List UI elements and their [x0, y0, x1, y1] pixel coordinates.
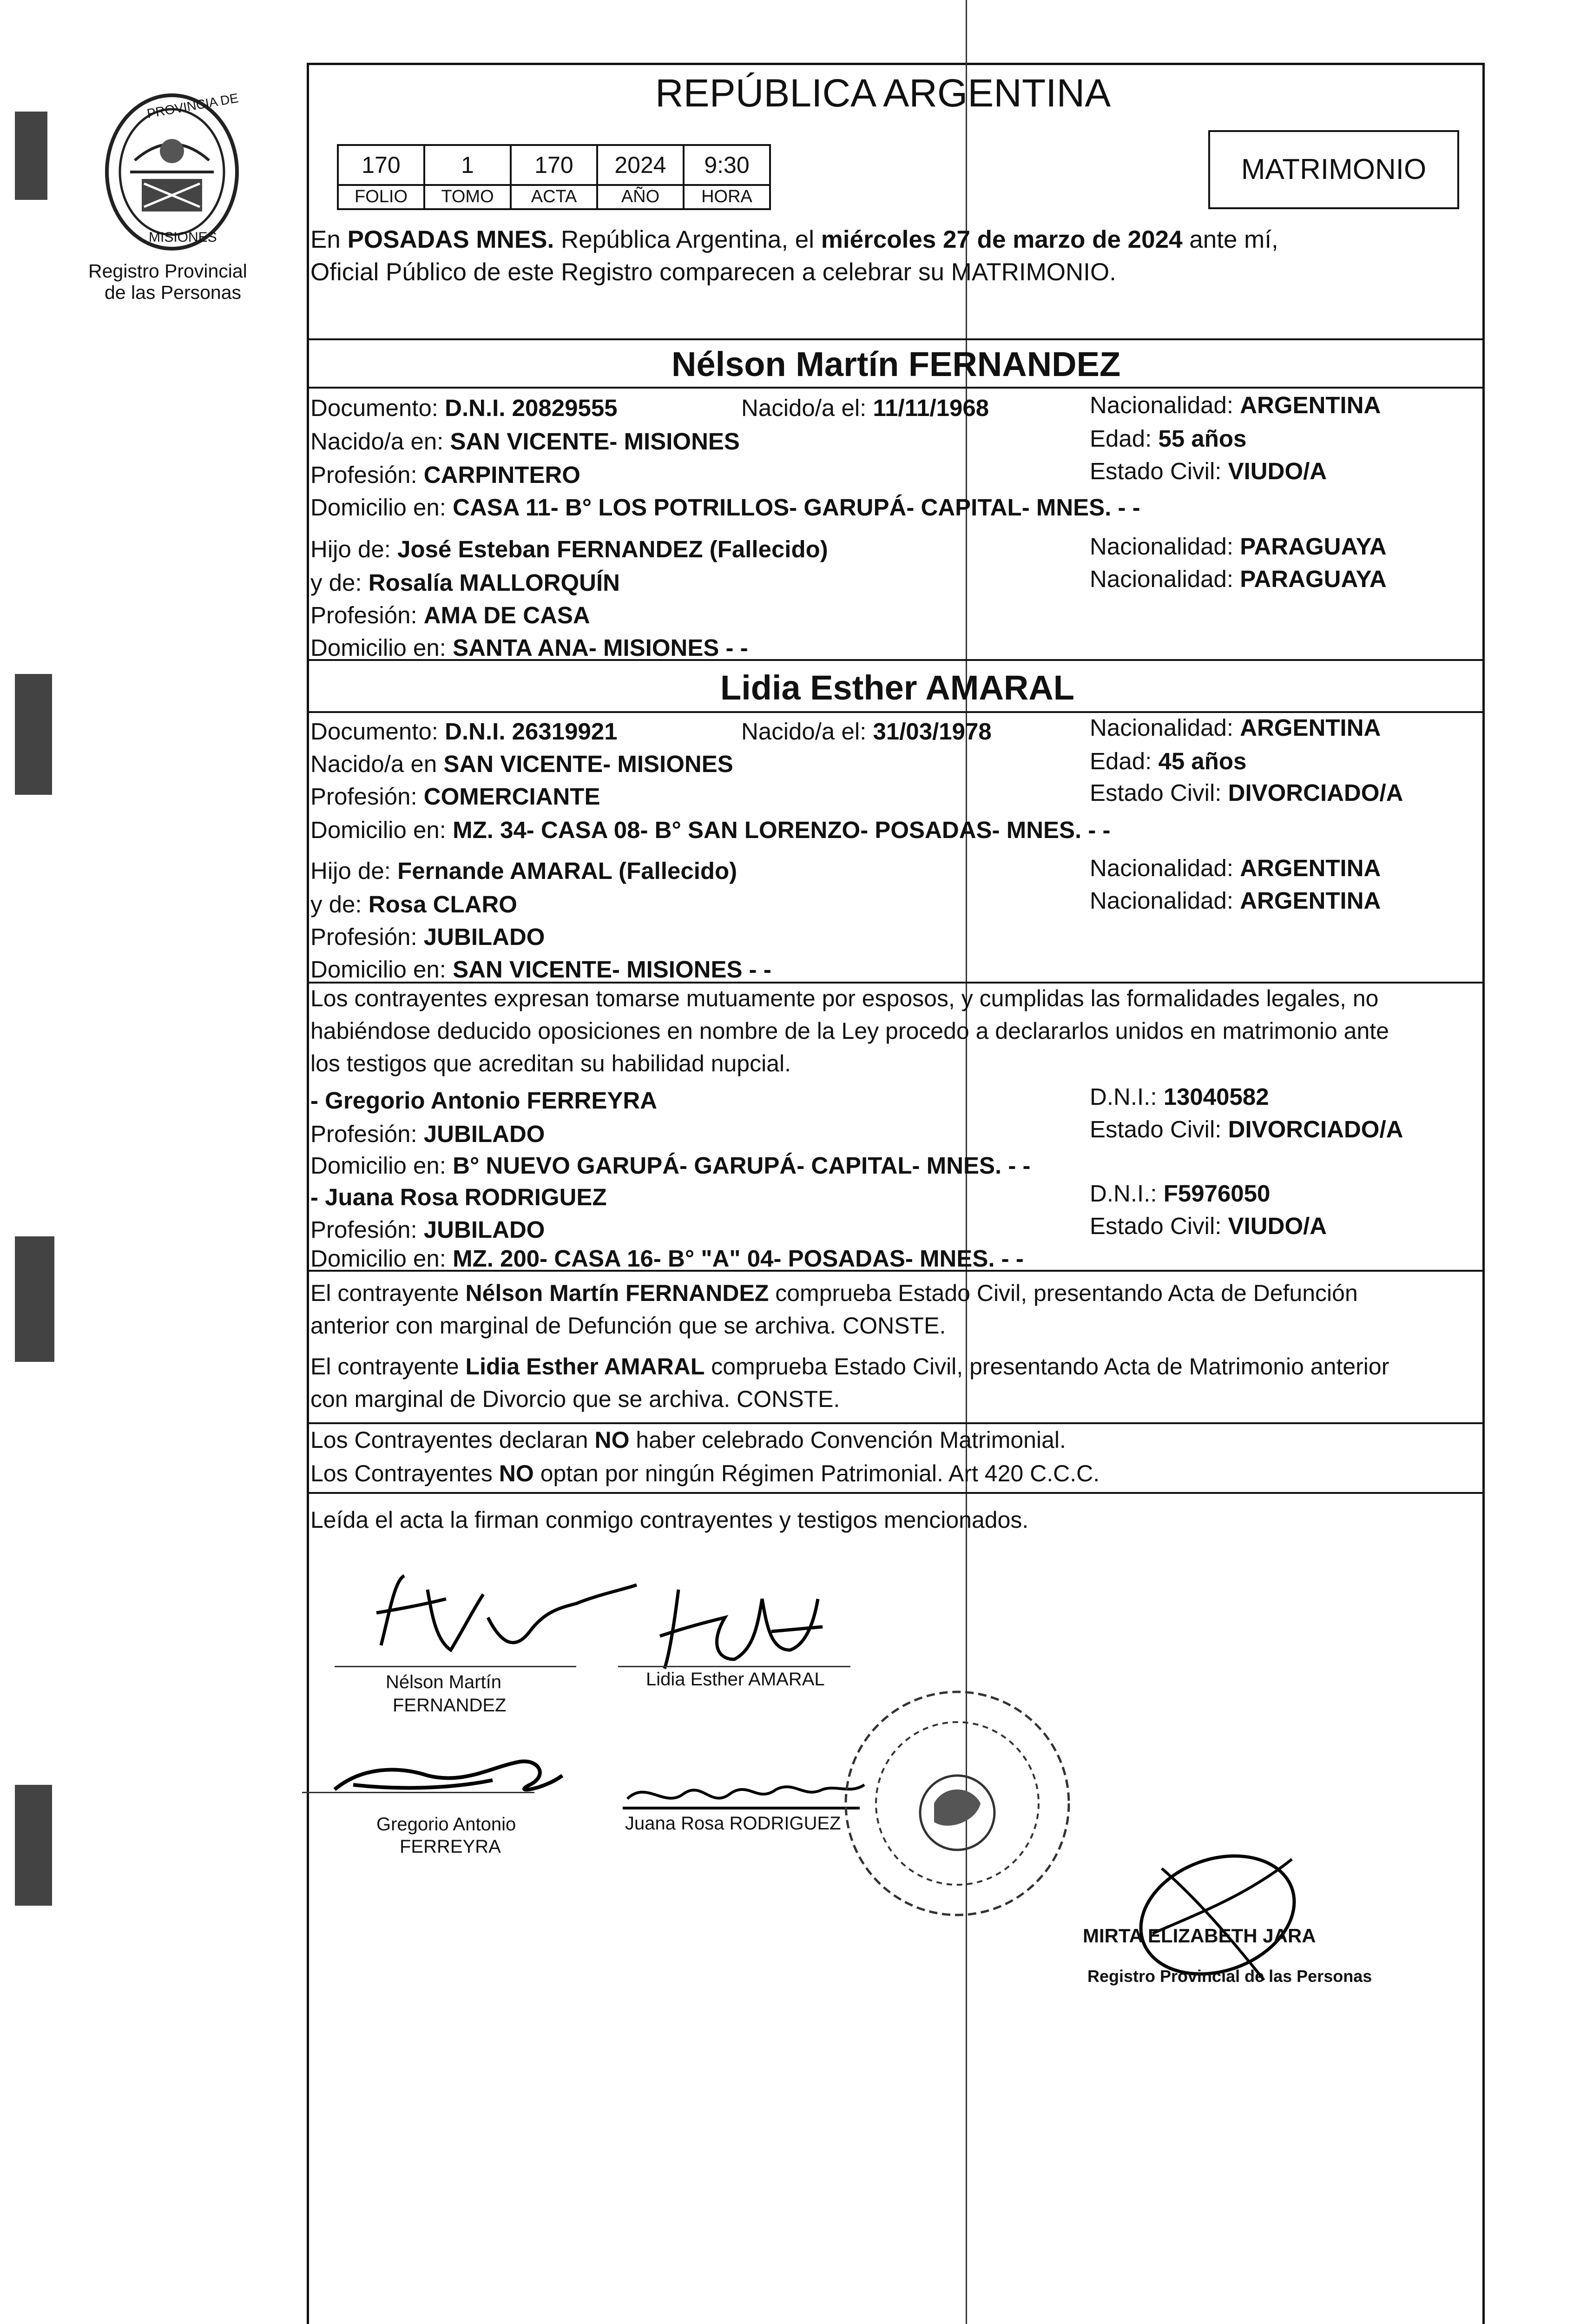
scan-mark [15, 112, 47, 200]
scan-mark [15, 1236, 54, 1362]
spouse2-mother-nationality: Nacionalidad: ARGENTINA [1090, 887, 1381, 914]
note2-line1: El contrayente Lidia Esther AMARAL comprueba Estado Civil, presentando Acta de Matrimonio anterior [310, 1353, 1389, 1380]
spouse2-civil-status: Estado Civil: DIVORCIADO/A [1090, 779, 1403, 806]
spouse1-mother: y de: Rosalía MALLORQUÍN [310, 569, 620, 596]
witness2-profession: Profesión: JUBILADO [310, 1216, 545, 1243]
spouse2-father: Hijo de: Fernande AMARAL (Fallecido) [310, 858, 737, 884]
spouse2-father-nationality: Nacionalidad: ARGENTINA [1090, 855, 1381, 881]
declaration-line1: Los contrayentes expresan tomarse mutuamente por esposos, y cumplidas las formalidades legales, no [310, 985, 1379, 1011]
signature-spouse2-label: Lidia Esther AMARAL [646, 1669, 825, 1690]
seal-bottom-text: MISIONES [149, 230, 217, 245]
witness1-dni: D.N.I.: 13040582 [1090, 1083, 1269, 1110]
spouse1-mother-nationality: Nacionalidad: PARAGUAYA [1090, 566, 1387, 592]
signature-line [335, 1666, 576, 1667]
signature-spouse2 [651, 1571, 827, 1673]
official-stamp [836, 1683, 1078, 1924]
intro-line1: En POSADAS MNES. República Argentina, el miércoles 27 de marzo de 2024 ante mí, [310, 226, 1278, 253]
spouse1-profession: Profesión: CARPINTERO [310, 462, 580, 488]
spouse1-father: Hijo de: José Esteban FERNANDEZ (Fallecido) [310, 536, 828, 562]
spouse2-name: Lidia Esther AMARAL [720, 668, 1074, 707]
intro-line2: Oficial Público de este Registro comparecen a celebrar su MATRIMONIO. [310, 258, 1116, 286]
registry-name-line2: de las Personas [105, 282, 242, 303]
divider [307, 387, 1485, 389]
spouse1-age: Edad: 55 años [1090, 425, 1247, 452]
witness2-name: - Juana Rosa RODRIGUEZ [310, 1184, 607, 1210]
hora-label: HORA [683, 184, 771, 210]
spouse1-parent-address: Domicilio en: SANTA ANA- MISIONES - - [310, 634, 748, 661]
signature-spouse1-label-line2: FERNANDEZ [393, 1695, 507, 1716]
signature-line [302, 1792, 534, 1793]
declaration-line3: los testigos que acreditan su habilidad nupcial. [310, 1050, 791, 1076]
note2-line2: con marginal de Divorcio que se archiva. CONSTE. [310, 1386, 840, 1412]
witness1-name: - Gregorio Antonio FERREYRA [310, 1087, 658, 1114]
hora-value: 9:30 [683, 144, 771, 186]
page-title: REPÚBLICA ARGENTINA [655, 71, 1111, 115]
spouse2-profession: Profesión: COMERCIANTE [310, 783, 600, 810]
note4: Los Contrayentes NO optan por ningún Régimen Patrimonial. Art 420 C.C.C. [310, 1460, 1100, 1486]
spouse2-document: Documento: D.N.I. 26319921 [310, 718, 618, 745]
witness1-civil-status: Estado Civil: DIVORCIADO/A [1090, 1116, 1403, 1142]
spouse1-father-nationality: Nacionalidad: PARAGUAYA [1090, 533, 1387, 560]
official-org: Registro Provincial de las Personas [1087, 1967, 1372, 1986]
spouse1-birthplace: Nacido/a en: SAN VICENTE- MISIONES [310, 428, 740, 455]
closing-text: Leída el acta la firman conmigo contrayentes y testigos mencionados. [310, 1507, 1029, 1533]
anio-value: 2024 [596, 144, 685, 186]
scan-mark [15, 1785, 52, 1906]
scan-mark [15, 674, 52, 795]
signature-line [618, 1666, 850, 1667]
spouse1-birthdate: Nacido/a el: 11/11/1968 [741, 395, 989, 421]
spouse2-birthplace: Nacido/a en SAN VICENTE- MISIONES [310, 751, 733, 777]
tomo-value: 1 [423, 144, 512, 186]
witness2-address: Domicilio en: MZ. 200- CASA 16- B° "A" 04- POSADAS- MNES. - - [310, 1245, 1024, 1272]
tomo-label: TOMO [423, 184, 512, 210]
spouse2-mother: y de: Rosa CLARO [310, 891, 517, 918]
seal-top-text: PROVINCIA DE [145, 90, 240, 121]
spouse1-parent-profession: Profesión: AMA DE CASA [310, 602, 590, 628]
spouse2-birthdate: Nacido/a el: 31/03/1978 [741, 718, 992, 745]
note1-line2: anterior con marginal de Defunción que se archiva. CONSTE. [310, 1313, 946, 1339]
provincial-seal [98, 91, 246, 253]
note1-line1: El contrayente Nélson Martín FERNANDEZ comprueba Estado Civil, presentando Acta de Defunción [310, 1280, 1358, 1306]
spouse1-name: Nélson Martín FERNANDEZ [672, 345, 1121, 383]
divider [307, 1422, 1485, 1424]
registry-name-line1: Registro Provincial [88, 260, 247, 282]
signature-spouse1-label-line1: Nélson Martín [386, 1672, 501, 1692]
divider [307, 1492, 1485, 1494]
spouse2-nationality: Nacionalidad: ARGENTINA [1090, 714, 1381, 741]
spouse1-nationality: Nacionalidad: ARGENTINA [1090, 392, 1381, 418]
declaration-line2: habiéndose deducido oposiciones en nombre de la Ley procedo a declararlos unidos en matrimonio ante [310, 1018, 1389, 1044]
signature-witness1-label-line2: FERREYRA [400, 1836, 501, 1857]
anio-label: AÑO [596, 184, 685, 210]
spouse2-parent-address: Domicilio en: SAN VICENTE- MISIONES - - [310, 956, 771, 983]
note3: Los Contrayentes declaran NO haber celebrado Convención Matrimonial. [310, 1427, 1066, 1453]
spouse1-document: Documento: D.N.I. 20829555 [310, 395, 618, 421]
acta-value: 170 [510, 144, 598, 186]
spouse1-address: Domicilio en: CASA 11- B° LOS POTRILLOS- GARUPÁ- CAPITAL- MNES. - - [310, 494, 1140, 521]
divider [307, 711, 1485, 713]
folio-value: 170 [337, 144, 425, 186]
act-type-box: MATRIMONIO [1208, 130, 1459, 209]
spouse2-parent-profession: Profesión: JUBILADO [310, 924, 545, 950]
spouse2-address: Domicilio en: MZ. 34- CASA 08- B° SAN LORENZO- POSADAS- MNES. - - [310, 817, 1111, 843]
signature-witness1-label-line1: Gregorio Antonio [376, 1814, 516, 1835]
witness2-civil-status: Estado Civil: VIUDO/A [1090, 1213, 1327, 1239]
witness1-address: Domicilio en: B° NUEVO GARUPÁ- GARUPÁ- CAPITAL- MNES. - - [310, 1152, 1031, 1179]
spouse1-civil-status: Estado Civil: VIUDO/A [1090, 458, 1327, 484]
signature-witness2-label: Juana Rosa RODRIGUEZ [625, 1813, 841, 1834]
signature-witness1 [325, 1748, 567, 1808]
spouse2-age: Edad: 45 años [1090, 748, 1247, 774]
acta-label: ACTA [510, 184, 598, 210]
witness2-dni: D.N.I.: F5976050 [1090, 1180, 1271, 1207]
folio-label: FOLIO [337, 184, 425, 210]
divider [307, 338, 1485, 340]
signature-spouse1 [362, 1552, 641, 1664]
official-name: MIRTA ELIZABETH JARA [1083, 1925, 1316, 1947]
witness1-profession: Profesión: JUBILADO [310, 1121, 545, 1147]
